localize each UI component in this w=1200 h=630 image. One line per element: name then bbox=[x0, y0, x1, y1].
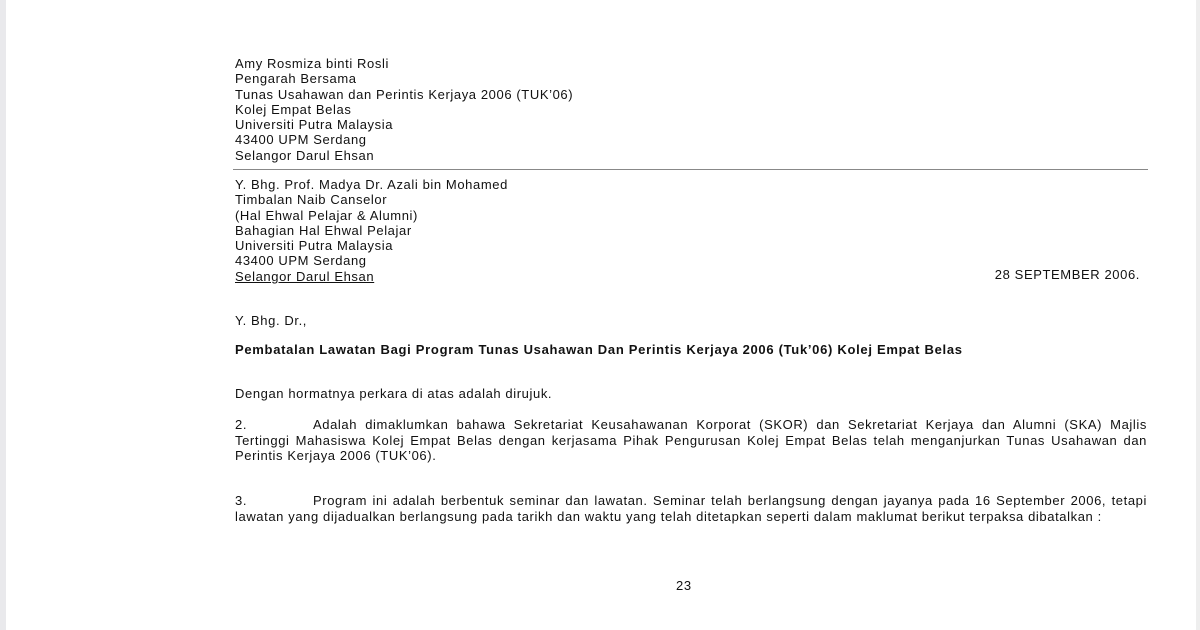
sender-name: Amy Rosmiza binti Rosli bbox=[235, 56, 389, 71]
recipient-division: Bahagian Hal Ehwal Pelajar bbox=[235, 222, 412, 238]
sender-address bbox=[235, 56, 573, 163]
recipient-state: Selangor Darul Ehsan bbox=[235, 268, 375, 284]
sender-postcode: 43400 UPM Serdang bbox=[235, 132, 367, 148]
recipient-name: Y. Bhg. Prof. Madya Dr. Azali bin Mohamed bbox=[235, 177, 508, 192]
paragraph-intro bbox=[235, 386, 1147, 402]
recipient-portfolio: (Hal Ehwal Pelajar & Alumni) bbox=[235, 207, 418, 223]
sender-state: Selangor Darul Ehsan bbox=[235, 147, 375, 163]
page-left-border bbox=[0, 0, 6, 630]
recipient-university: Universiti Putra Malaysia bbox=[235, 238, 394, 254]
sender-university: Universiti Putra Malaysia bbox=[235, 117, 394, 133]
subject-heading: Pembatalan Lawatan Bagi Program Tunas Usahawan Dan Perintis Kerjaya 2006 (Tuk’06) Kolej Empat Belas bbox=[235, 342, 963, 357]
page-right-border bbox=[1196, 0, 1200, 630]
letter-date: 28 SEPTEMBER 2006. bbox=[994, 267, 1140, 282]
paragraph-3 bbox=[235, 493, 1147, 524]
salutation: Y. Bhg. Dr., bbox=[235, 313, 307, 328]
paragraph-number: 2. bbox=[235, 417, 248, 432]
header-divider bbox=[233, 169, 1148, 170]
paragraph-text: Adalah dimaklumkan bahawa Sekretariat Keusahawanan Korporat (SKOR) dan Sekretariat Kerjaya dan Alumni (SKA) Majlis Tertinggi Mahasiswa Kolej Empat Belas dengan kerjasama Pihak Pengurusan Kolej Empat Belas telah menganjurkan Tunas Usahawan dan Perintis Kerjaya 2006 (TUK’06). bbox=[235, 417, 1147, 463]
sender-title: Pengarah Bersama bbox=[235, 71, 357, 87]
paragraph-text: Program ini adalah berbentuk seminar dan lawatan. Seminar telah berlangsung dengan jayanya pada 16 September 2006, tetapi lawatan yang dijadualkan berlangsung pada tarikh dan waktu yang telah ditetapkan seperti dalam maklumat berikut terpaksa dibatalkan : bbox=[235, 493, 1147, 524]
paragraph-text: Dengan hormatnya perkara di atas adalah dirujuk. bbox=[235, 386, 553, 401]
sender-college: Kolej Empat Belas bbox=[235, 101, 352, 117]
recipient-postcode: 43400 UPM Serdang bbox=[235, 253, 367, 269]
paragraph-number: 3. bbox=[235, 493, 248, 508]
sender-program: Tunas Usahawan dan Perintis Kerjaya 2006 (TUK’06) bbox=[235, 86, 574, 102]
recipient-title: Timbalan Naib Canselor bbox=[235, 192, 388, 208]
page-number: 23 bbox=[676, 578, 692, 593]
recipient-address bbox=[235, 177, 508, 284]
paragraph-2 bbox=[235, 417, 1147, 464]
